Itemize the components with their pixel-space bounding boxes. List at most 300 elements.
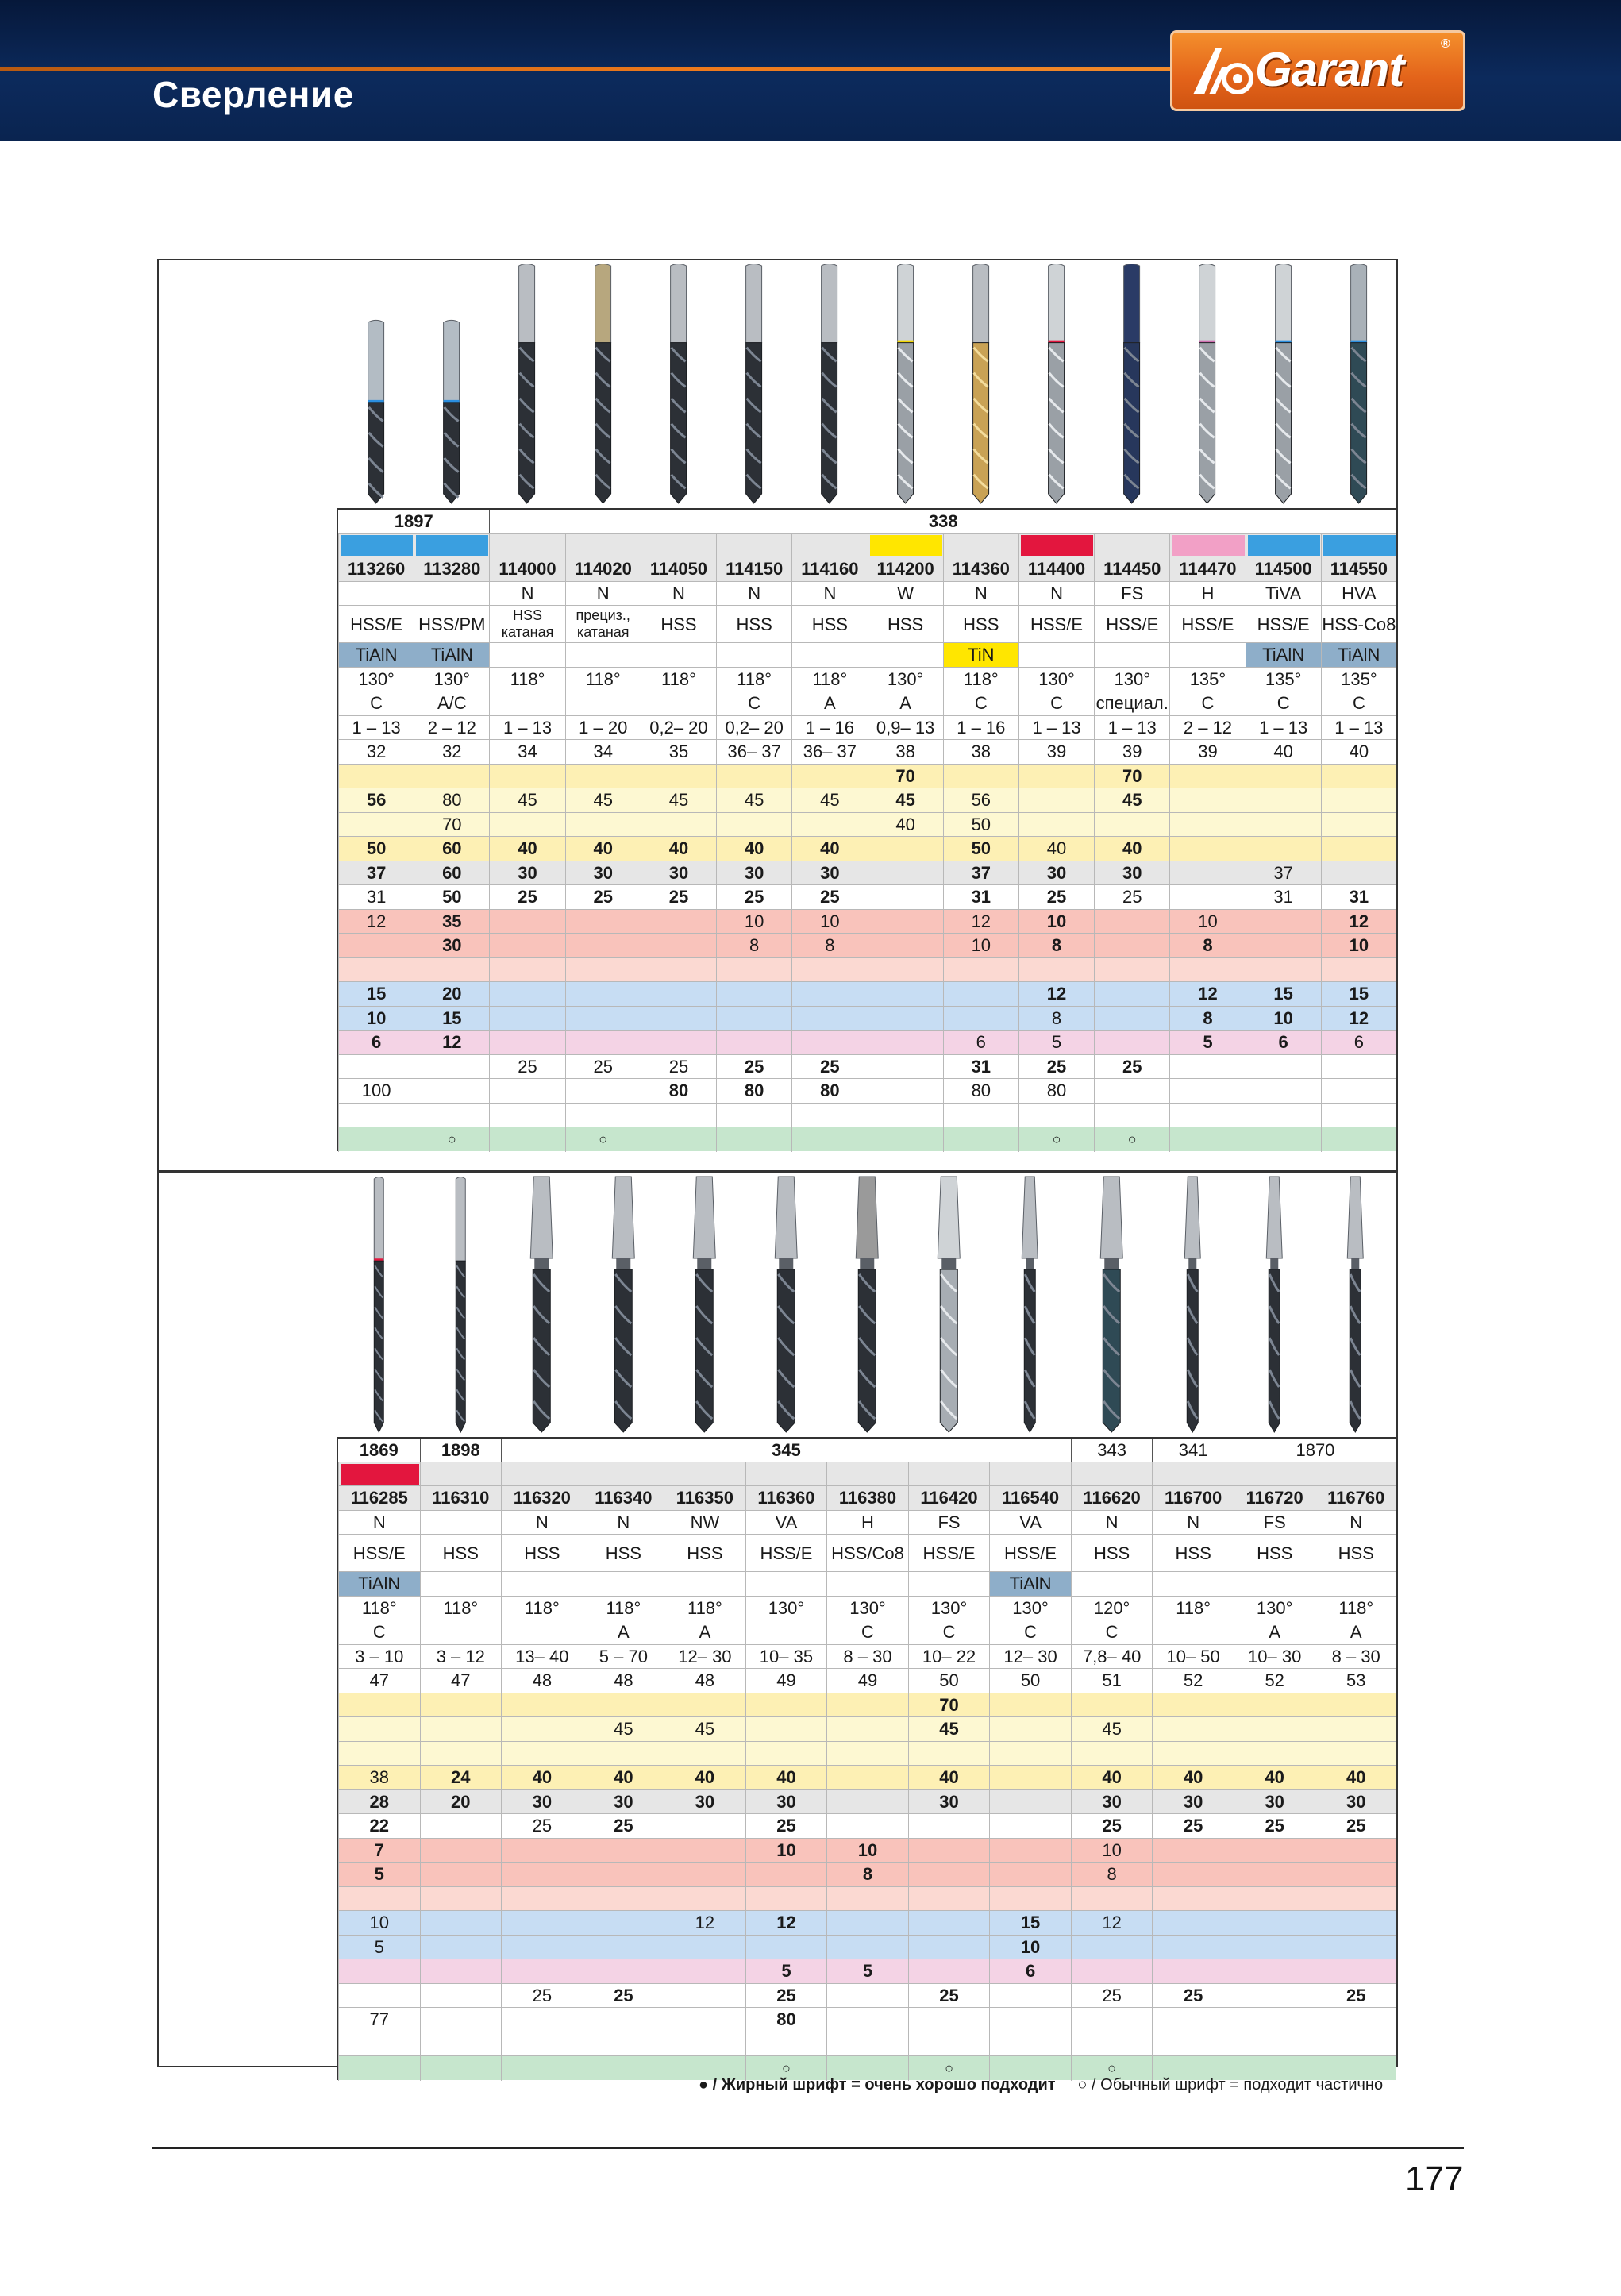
- spec-cell: [1315, 1742, 1396, 1766]
- spec-row: [338, 1510, 1396, 1535]
- cell-text: 12: [1198, 984, 1218, 1004]
- article-number: [641, 557, 716, 582]
- spec-cell: [1234, 1911, 1315, 1936]
- spec-cell: [1321, 716, 1396, 741]
- spec-cell: [1094, 788, 1169, 813]
- spec-cell: [583, 1645, 664, 1670]
- spec-cell: [989, 1535, 1071, 1572]
- spec-cell: [1018, 1104, 1094, 1128]
- cell-text: 15: [1273, 984, 1293, 1004]
- spec-cell: [565, 1031, 641, 1055]
- spec-cell: [1234, 1572, 1315, 1597]
- spec-cell: [1071, 2032, 1153, 2057]
- spec-cell: [1321, 1055, 1396, 1080]
- spec-cell: [1321, 934, 1396, 958]
- cell-text: 118°: [812, 668, 848, 689]
- legend-normal-symbol: ○: [1077, 2076, 1088, 2094]
- cell-text: 118°: [963, 668, 999, 689]
- spec-cell: [641, 885, 716, 910]
- spec-cell: [1152, 1790, 1234, 1815]
- cell-text: 118°: [443, 1597, 479, 1618]
- spec-cell: [1246, 910, 1321, 934]
- spec-cell: [1169, 1127, 1245, 1152]
- spec-cell: [745, 1863, 827, 1887]
- spec-cell: [414, 1031, 489, 1055]
- cell-text: 28: [369, 1791, 389, 1812]
- label-column: [159, 508, 338, 1151]
- spec-cell: [716, 691, 791, 716]
- spec-row: [338, 739, 1396, 764]
- spec-cell: [1234, 1936, 1315, 1960]
- spec-cell: [489, 606, 564, 643]
- spec-cell: [1152, 1911, 1234, 1936]
- spec-cell: [1071, 1790, 1153, 1815]
- spec-cell: [414, 934, 489, 958]
- spec-cell: [989, 2032, 1071, 2057]
- legend-bold-symbol: ●: [699, 2076, 709, 2094]
- cell-text: 116285: [350, 1488, 408, 1508]
- spec-cell: [1315, 1863, 1396, 1887]
- spec-cell: [501, 1936, 583, 1960]
- drill-image: [501, 1173, 583, 1437]
- spec-cell: [745, 1887, 827, 1912]
- color-code-cell: [868, 534, 943, 558]
- spec-cell: [414, 691, 489, 716]
- cell-text: 30: [939, 1791, 959, 1812]
- color-code-cell: [641, 534, 716, 558]
- color-code-cell: [908, 1462, 990, 1487]
- spec-cell: [745, 1742, 827, 1766]
- spec-cell: [908, 1766, 990, 1790]
- spec-cell: [1071, 1693, 1153, 1718]
- spec-cell: [1071, 1936, 1153, 1960]
- cell-text: 40: [744, 838, 764, 859]
- cell-text: 30: [744, 862, 764, 883]
- header-accent-line: [0, 67, 1175, 71]
- cell-text: 40: [820, 838, 840, 859]
- spec-cell: [908, 1790, 990, 1815]
- spec-cell: [501, 1693, 583, 1718]
- cell-text: A/C: [437, 693, 467, 714]
- spec-cell: [745, 1936, 827, 1960]
- spec-cell: [501, 1572, 583, 1597]
- cell-text: 60: [442, 838, 462, 859]
- spec-cell: [1018, 958, 1094, 983]
- spec-cell: [1018, 606, 1094, 643]
- spec-cell: [1246, 982, 1321, 1007]
- color-code-cell: [420, 1462, 502, 1487]
- cell-text: 32: [366, 742, 387, 762]
- spec-cell: [664, 1984, 745, 2009]
- spec-cell: [989, 1911, 1071, 1936]
- color-code-cell: [338, 1462, 420, 1487]
- cell-text: HSS: [442, 1543, 479, 1563]
- spec-cell: [1315, 1620, 1396, 1645]
- spec-cell: [745, 1511, 827, 1535]
- cell-text: 48: [695, 1670, 715, 1691]
- spec-cell: [583, 1597, 664, 1621]
- spec-cell: [420, 1790, 502, 1815]
- spec-row: [338, 909, 1396, 934]
- cell-text: 15: [442, 1007, 462, 1028]
- spec-cell: [1152, 2032, 1234, 2057]
- spec-cell: [868, 1031, 943, 1055]
- cell-text: N: [1050, 583, 1063, 603]
- cell-text: 20: [451, 1791, 471, 1812]
- article-number: [414, 557, 489, 582]
- cell-text: HSS/E: [1106, 614, 1159, 634]
- cell-text: 30: [1265, 1791, 1284, 1812]
- spec-cell: [745, 1984, 827, 2009]
- color-code-cell: [1246, 534, 1321, 558]
- spec-cell: [583, 1936, 664, 1960]
- spec-cell: [1071, 2008, 1153, 2032]
- spec-cell: [716, 1007, 791, 1031]
- spec-cell: [501, 1959, 583, 1984]
- cell-text: 32: [442, 742, 462, 762]
- spec-cell: [414, 740, 489, 765]
- legend-bold-text: / Жирный шрифт = очень хорошо подходит: [712, 2076, 1056, 2094]
- page-title: Сверление: [152, 74, 354, 115]
- spec-cell: [1018, 982, 1094, 1007]
- spec-cell: [664, 1572, 745, 1597]
- spec-cell: [791, 1104, 867, 1128]
- spec-cell: [791, 643, 867, 668]
- drill-image: [943, 260, 1018, 508]
- spec-cell: [1094, 837, 1169, 861]
- cell-text: 30: [518, 862, 537, 883]
- spec-cell: [716, 606, 791, 643]
- spec-cell: [583, 1742, 664, 1766]
- spec-cell: [1234, 2032, 1315, 2057]
- cell-text: ○: [782, 2060, 791, 2077]
- cell-text: 24: [451, 1767, 471, 1788]
- cell-text: 12: [442, 1032, 462, 1053]
- spec-row: [338, 691, 1396, 715]
- cell-text: 31: [1349, 887, 1369, 907]
- spec-cell: [501, 1717, 583, 1742]
- cell-text: 116310: [432, 1488, 490, 1508]
- cell-text: C: [370, 693, 383, 714]
- color-code-cell: [989, 1462, 1071, 1487]
- drill-image: [791, 260, 867, 508]
- spec-cell: [826, 1936, 908, 1960]
- cell-text: TiAlN: [1262, 645, 1305, 665]
- spec-cell: [1094, 1079, 1169, 1104]
- spec-row: [338, 1741, 1396, 1766]
- cell-text: FS: [1263, 1512, 1286, 1532]
- cell-text: 10: [820, 911, 840, 931]
- spec-cell: [826, 1766, 908, 1790]
- cell-text: 1 – 13: [1259, 717, 1308, 738]
- spec-cell: [338, 2056, 420, 2081]
- spec-cell: [1094, 982, 1169, 1007]
- cell-text: C: [942, 1622, 956, 1643]
- spec-cell: [664, 2008, 745, 2032]
- article-number: [1152, 1486, 1234, 1511]
- spec-cell: [868, 837, 943, 861]
- spec-cell: [414, 861, 489, 886]
- cell-text: 114400: [1027, 559, 1086, 579]
- cell-text: 48: [532, 1670, 553, 1691]
- cell-text: HSS/E: [352, 1543, 406, 1563]
- spec-cell: [943, 982, 1018, 1007]
- spec-cell: [1246, 1055, 1321, 1080]
- spec-cell: [420, 2056, 502, 2081]
- spec-cell: [338, 1511, 420, 1535]
- cell-text: 37: [1273, 862, 1293, 883]
- spec-cell: [489, 934, 564, 958]
- spec-cell: [1321, 885, 1396, 910]
- cell-text: N: [1350, 1512, 1363, 1532]
- spec-cell: [1315, 1911, 1396, 1936]
- garant-logo: [1170, 30, 1465, 111]
- spec-cell: [943, 765, 1018, 789]
- spec-cell: [1315, 2032, 1396, 2057]
- cell-text: ○: [945, 2060, 953, 2077]
- cell-text: 114020: [574, 559, 632, 579]
- cell-text: 2 – 12: [427, 717, 476, 738]
- cell-text: 3 – 10: [355, 1646, 404, 1666]
- spec-cell: [716, 740, 791, 765]
- cell-text: 1 – 13: [352, 717, 401, 738]
- spec-cell: [1246, 1104, 1321, 1128]
- cell-text: 30: [776, 1791, 796, 1812]
- spec-cell: [826, 1911, 908, 1936]
- article-number: [1321, 557, 1396, 582]
- spec-cell: [868, 958, 943, 983]
- spec-cell: [1071, 1620, 1153, 1645]
- spec-cell: [716, 716, 791, 741]
- cell-text: 30: [820, 862, 840, 883]
- spec-cell: [641, 668, 716, 692]
- article-number: [1315, 1486, 1396, 1511]
- color-code-swatch: [1248, 535, 1320, 556]
- spec-cell: [501, 1535, 583, 1572]
- color-code-cell: [338, 534, 414, 558]
- cell-text: N: [974, 583, 988, 603]
- spec-cell: [338, 1079, 414, 1104]
- spec-cell: [489, 958, 564, 983]
- cell-text: 130°: [930, 1597, 968, 1618]
- spec-cell: [1315, 1887, 1396, 1912]
- spec-cell: [414, 910, 489, 934]
- spec-cell: [1169, 691, 1245, 716]
- spec-cell: [501, 1863, 583, 1887]
- cell-text: HSS: [1257, 1543, 1293, 1563]
- spec-cell: [664, 1620, 745, 1645]
- spec-cell: [583, 1790, 664, 1815]
- spec-cell: [664, 1959, 745, 1984]
- spec-cell: [791, 885, 867, 910]
- spec-cell: [791, 861, 867, 886]
- spec-cell: [583, 1839, 664, 1863]
- cell-text: 40: [532, 1767, 553, 1788]
- cell-text: 45: [744, 790, 764, 811]
- spec-row: [338, 1789, 1396, 1814]
- spec-cell: [1152, 1959, 1234, 1984]
- spec-cell: [414, 643, 489, 668]
- color-code-swatch: [341, 535, 413, 556]
- spec-cell: [489, 1127, 564, 1152]
- cell-text: 50: [442, 887, 462, 907]
- color-code-swatch: [341, 1464, 419, 1485]
- spec-cell: [583, 1693, 664, 1718]
- cell-text: 12: [1349, 911, 1369, 931]
- spec-cell: [664, 1511, 745, 1535]
- spec-cell: [489, 861, 564, 886]
- spec-cell: [989, 2008, 1071, 2032]
- spec-cell: [943, 582, 1018, 607]
- spec-cell: [989, 1645, 1071, 1670]
- spec-cell: [989, 1511, 1071, 1535]
- spec-cell: [414, 1127, 489, 1152]
- cell-text: FS: [1121, 583, 1144, 603]
- spec-cell: [1152, 1766, 1234, 1790]
- spec-cell: [338, 958, 414, 983]
- spec-row: [338, 715, 1396, 740]
- spec-cell: [338, 788, 414, 813]
- cell-text: 118°: [1176, 1597, 1211, 1618]
- spec-cell: [868, 813, 943, 838]
- spec-cell: [565, 740, 641, 765]
- spec-cell: [641, 765, 716, 789]
- cell-text: 116720: [1246, 1488, 1303, 1508]
- spec-cell: [908, 1911, 990, 1936]
- spec-cell: [420, 1887, 502, 1912]
- cell-text: 34: [593, 742, 613, 762]
- cell-text: 6: [976, 1032, 986, 1053]
- spec-cell: [989, 1572, 1071, 1597]
- cell-text: 40: [1122, 838, 1142, 859]
- cell-text: 8: [749, 935, 760, 956]
- drill-image-band: [338, 260, 1396, 508]
- legend: [699, 2076, 1383, 2094]
- cell-text: 113280: [423, 559, 481, 579]
- spec-cell: [1094, 740, 1169, 765]
- color-code-cell: [1169, 534, 1245, 558]
- spec-cell: [420, 2008, 502, 2032]
- cell-text: 25: [593, 1056, 613, 1077]
- cell-text: 31: [971, 887, 991, 907]
- spec-cell: [943, 643, 1018, 668]
- spec-cell: [641, 582, 716, 607]
- spec-cell: [1018, 813, 1094, 838]
- cell-text: 116380: [838, 1488, 897, 1508]
- spec-cell: [1234, 1863, 1315, 1887]
- spec-cell: [716, 668, 791, 692]
- spec-cell: [868, 1104, 943, 1128]
- spec-cell: [1152, 1717, 1234, 1742]
- cell-text: 130°: [887, 668, 924, 689]
- color-code-cell: [716, 534, 791, 558]
- spec-cell: [489, 740, 564, 765]
- cell-text: 70: [1122, 765, 1142, 786]
- spec-cell: [1315, 1839, 1396, 1863]
- spec-cell: [641, 861, 716, 886]
- cell-text: 40: [518, 838, 537, 859]
- cell-text: FS: [938, 1512, 961, 1532]
- spec-cell: [1071, 1742, 1153, 1766]
- cell-text: 45: [895, 790, 915, 811]
- spec-cell: [1071, 1959, 1153, 1984]
- spec-cell: [1246, 606, 1321, 643]
- footer-rule: [152, 2147, 1464, 2149]
- spec-cell: [338, 1936, 420, 1960]
- article-number: [1094, 557, 1169, 582]
- spec-cell: [1152, 2008, 1234, 2032]
- color-code-cell: [1315, 1462, 1396, 1487]
- cell-text: 118°: [524, 1597, 560, 1618]
- spec-row: [338, 1006, 1396, 1031]
- spec-row: [338, 788, 1396, 812]
- spec-cell: [1018, 716, 1094, 741]
- cell-text: 118°: [361, 1597, 397, 1618]
- spec-cell: [791, 1127, 867, 1152]
- cell-text: 40: [895, 814, 915, 834]
- cell-text: 80: [442, 790, 462, 811]
- color-code-cell: [664, 1462, 745, 1487]
- cell-text: 114550: [1330, 559, 1388, 579]
- spec-cell: [641, 837, 716, 861]
- spec-cell: [1234, 1959, 1315, 1984]
- spec-cell: [1018, 740, 1094, 765]
- cell-text: 40: [1265, 1767, 1284, 1788]
- spec-cell: [1094, 861, 1169, 886]
- drill-image: [583, 1173, 664, 1437]
- cell-text: 36– 37: [727, 742, 781, 762]
- spec-cell: [420, 1839, 502, 1863]
- spec-cell: [565, 716, 641, 741]
- cell-text: 45: [593, 790, 613, 811]
- spec-cell: [420, 1535, 502, 1572]
- spec-cell: [338, 691, 414, 716]
- spec-cell: [1018, 1127, 1094, 1152]
- cell-text: 45: [668, 790, 689, 811]
- cell-text: 30: [1046, 862, 1067, 883]
- cell-text: 12: [1102, 1913, 1122, 1933]
- spec-cell: [501, 1839, 583, 1863]
- cell-text: 130°: [849, 1597, 886, 1618]
- spec-cell: [826, 1887, 908, 1912]
- spec-cell: [420, 1766, 502, 1790]
- cell-text: TiAlN: [1009, 1574, 1052, 1594]
- cell-text: HSS: [811, 614, 848, 634]
- cell-text: C: [861, 1622, 874, 1643]
- cell-text: 30: [668, 862, 689, 883]
- spec-cell: [641, 1079, 716, 1104]
- spec-cell: [664, 1887, 745, 1912]
- spec-cell: [791, 1079, 867, 1104]
- spec-cell: [501, 1620, 583, 1645]
- spec-cell: [1315, 1814, 1396, 1839]
- cell-text: ○: [599, 1131, 608, 1148]
- color-code-swatch: [416, 535, 488, 556]
- spec-cell: [414, 958, 489, 983]
- cell-text: 118°: [737, 668, 772, 689]
- spec-cell: [943, 740, 1018, 765]
- spec-cell: [501, 1911, 583, 1936]
- cell-text: 25: [593, 887, 613, 907]
- spec-cell: [1152, 1742, 1234, 1766]
- spec-cell: [338, 1814, 420, 1839]
- color-code-cell: [501, 1462, 583, 1487]
- cell-text: TiAlN: [358, 1574, 401, 1594]
- cell-text: 45: [518, 790, 537, 811]
- drill-image: [868, 260, 943, 508]
- spec-cell: [338, 765, 414, 789]
- spec-cell: [420, 1936, 502, 1960]
